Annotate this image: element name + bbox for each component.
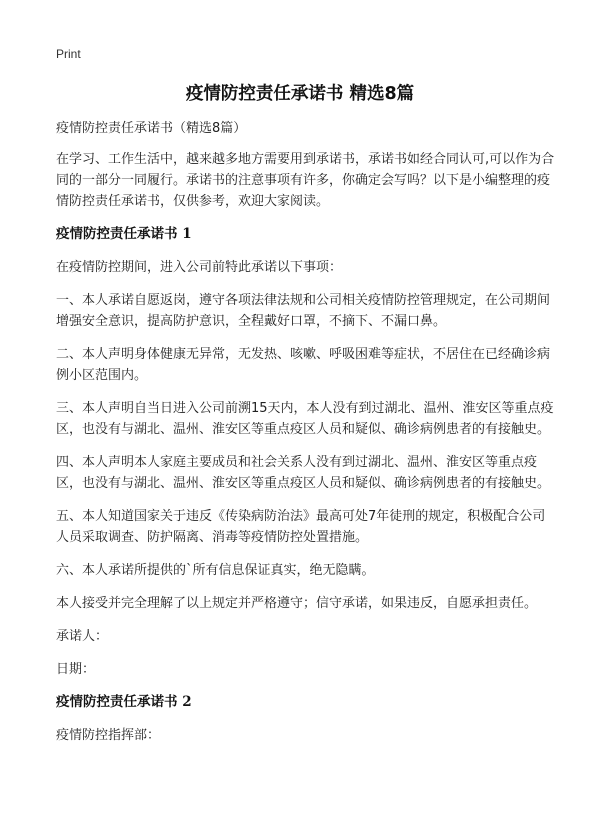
page-title: 疫情防控责任承诺书 精选8篇 — [185, 84, 415, 104]
pledge-item-6: 六、本人承诺所提供的`所有信息保证真实，绝无隐瞒。 — [56, 563, 375, 578]
pledge-item-3: 三、本人声明自当日进入公司前溯15天内，本人没有到过湖北、温州、淮安区等重点疫区，也没有与湖北、温州、淮安区等重点疫区人员和疑似、确诊病例患者的有接触史。 — [56, 401, 554, 437]
section-1-heading: 疫情防控责任承诺书 1 — [56, 226, 192, 242]
signer-label: 承诺人： — [56, 629, 109, 644]
document-body — [56, 118, 556, 758]
closing-statement: 本人接受并完全理解了以上规定并严格遵守；信守承诺，如果违反，自愿承担责任。 — [56, 596, 538, 611]
section-2-heading: 疫情防控责任承诺书 2 — [56, 694, 192, 710]
intro-paragraph: 在学习、工作生活中，越来越多地方需要用到承诺书，承诺书如经合同认可,可以作为合同的一部分一同履行。承诺书的注意事项有许多，你确定会写吗？以下是小编整理的疫情防控责任承诺书，仅供参考，欢迎大家阅读。 — [56, 152, 555, 209]
pledge-item-5: 五、本人知道国家关于违反《传染病防治法》最高可处7年徒刑的规定，积极配合公司人员采取调查、防护隔离、消毒等疫情防控处置措施。 — [56, 509, 546, 545]
document-subtitle: 疫情防控责任承诺书（精选8篇） — [56, 121, 247, 136]
pledge-item-1: 一、本人承诺自愿返岗，遵守各项法律法规和公司相关疫情防控管理规定，在公司期间增强安全意识，提高防护意识，全程戴好口罩，不摘下、不漏口鼻。 — [56, 293, 551, 329]
pledge-item-2: 二、本人声明身体健康无异常，无发热、咳嗽、呼吸困难等症状，不居住在已经确诊病例小区范围内。 — [56, 347, 551, 383]
print-link[interactable]: Print — [56, 47, 81, 61]
pledge-item-4: 四、本人声明本人家庭主要成员和社会关系人没有到过湖北、温州、淮安区等重点疫区，也没有与湖北、温州、淮安区等重点疫区人员和疑似、确诊病例患者的有接触史。 — [56, 455, 551, 491]
date-label: 日期： — [56, 662, 96, 677]
section-2-recipient: 疫情防控指挥部： — [56, 728, 161, 743]
section-1-lead: 在疫情防控期间，进入公司前特此承诺以下事项： — [56, 260, 343, 275]
